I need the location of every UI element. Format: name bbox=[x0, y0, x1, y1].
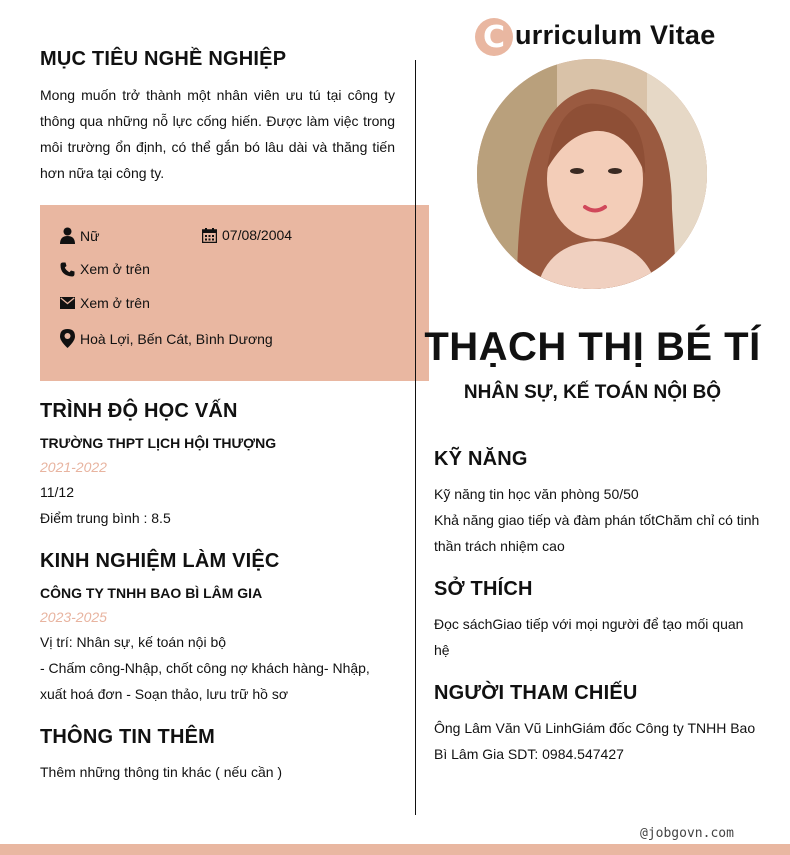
skills-heading: KỸ NĂNG bbox=[434, 448, 528, 470]
education-heading: TRÌNH ĐỘ HỌC VẤN bbox=[40, 400, 238, 422]
objective-text: Mong muốn trở thành một nhân viên ưu tú tại công ty thông qua những nỗ lực cống hiến. Được làm việc trong môi trường ổn định, có thể gắn bó lâu dài và thăng tiến hơn nữa tại công ty. bbox=[40, 87, 395, 181]
email-value: Xem ở trên bbox=[80, 295, 150, 311]
birthday-value: 07/08/2004 bbox=[222, 227, 293, 243]
objective-heading: MỤC TIÊU NGHỀ NGHIỆP bbox=[40, 48, 287, 70]
calendar-icon bbox=[202, 228, 217, 243]
address-value: Hoà Lợi, Bến Cát, Bình Dương bbox=[80, 330, 273, 347]
references-text: Ông Lâm Văn Vũ LinhGiám đốc Công ty TNHH Bao Bì Lâm Gia SDT: 0984.547427 bbox=[434, 720, 756, 762]
envelope-icon bbox=[60, 297, 75, 309]
person-icon bbox=[60, 227, 75, 244]
experience-duties: - Chấm công-Nhập, chốt công nợ khách hàng- Nhập, xuất hoá đơn - Soạn thảo, lưu trữ hồ sơ bbox=[40, 660, 370, 702]
address-item bbox=[60, 329, 273, 348]
email-item bbox=[60, 295, 150, 311]
education-grade: 11/12 bbox=[40, 484, 74, 500]
education-gpa: Điểm trung bình : 8.5 bbox=[40, 510, 171, 526]
cv-logo bbox=[475, 16, 715, 60]
footer-bar bbox=[0, 844, 790, 855]
personal-info-box bbox=[40, 205, 429, 381]
location-pin-icon bbox=[60, 329, 75, 348]
hobbies-text: Đọc sáchGiao tiếp với mọi người để tạo mối quan hệ bbox=[434, 616, 744, 658]
candidate-title: NHÂN SỰ, KẾ TOÁN NỘI BỘ bbox=[463, 382, 722, 403]
experience-period: 2023-2025 bbox=[40, 609, 107, 625]
company-name: CÔNG TY TNHH BAO BÌ LÂM GIA bbox=[40, 585, 263, 601]
hobbies-heading: SỞ THÍCH bbox=[434, 578, 533, 600]
additional-heading: THÔNG TIN THÊM bbox=[40, 726, 216, 748]
school-name: TRƯỜNG THPT LỊCH HỘI THƯỢNG bbox=[40, 435, 277, 451]
portrait-illustration bbox=[477, 59, 707, 289]
birthday-item bbox=[202, 227, 292, 243]
candidate-name: THẠCH THỊ BÉ TÍ bbox=[424, 325, 761, 369]
watermark: @jobgovn.com bbox=[640, 826, 734, 841]
phone-item bbox=[60, 261, 150, 277]
logo-letter: C bbox=[475, 18, 513, 56]
experience-position: Vị trí: Nhân sự, kế toán nội bộ bbox=[40, 634, 227, 650]
experience-heading: KINH NGHIỆM LÀM VIỆC bbox=[40, 550, 280, 572]
references-heading: NGƯỜI THAM CHIẾU bbox=[434, 682, 638, 704]
skills-text: Kỹ năng tin học văn phòng 50/50 Khả năng giao tiếp và đàm phán tốtChăm chỉ có tinh thần trách nhiệm cao bbox=[434, 486, 760, 554]
gender-item bbox=[60, 227, 99, 244]
column-divider bbox=[415, 60, 416, 815]
additional-text: Thêm những thông tin khác ( nếu cần ) bbox=[40, 764, 283, 780]
gender-value: Nữ bbox=[80, 227, 100, 244]
logo-text: urriculum Vitae bbox=[515, 20, 716, 50]
avatar bbox=[477, 59, 707, 289]
phone-icon bbox=[60, 262, 75, 277]
education-period: 2021-2022 bbox=[40, 459, 107, 475]
phone-value: Xem ở trên bbox=[80, 261, 150, 277]
